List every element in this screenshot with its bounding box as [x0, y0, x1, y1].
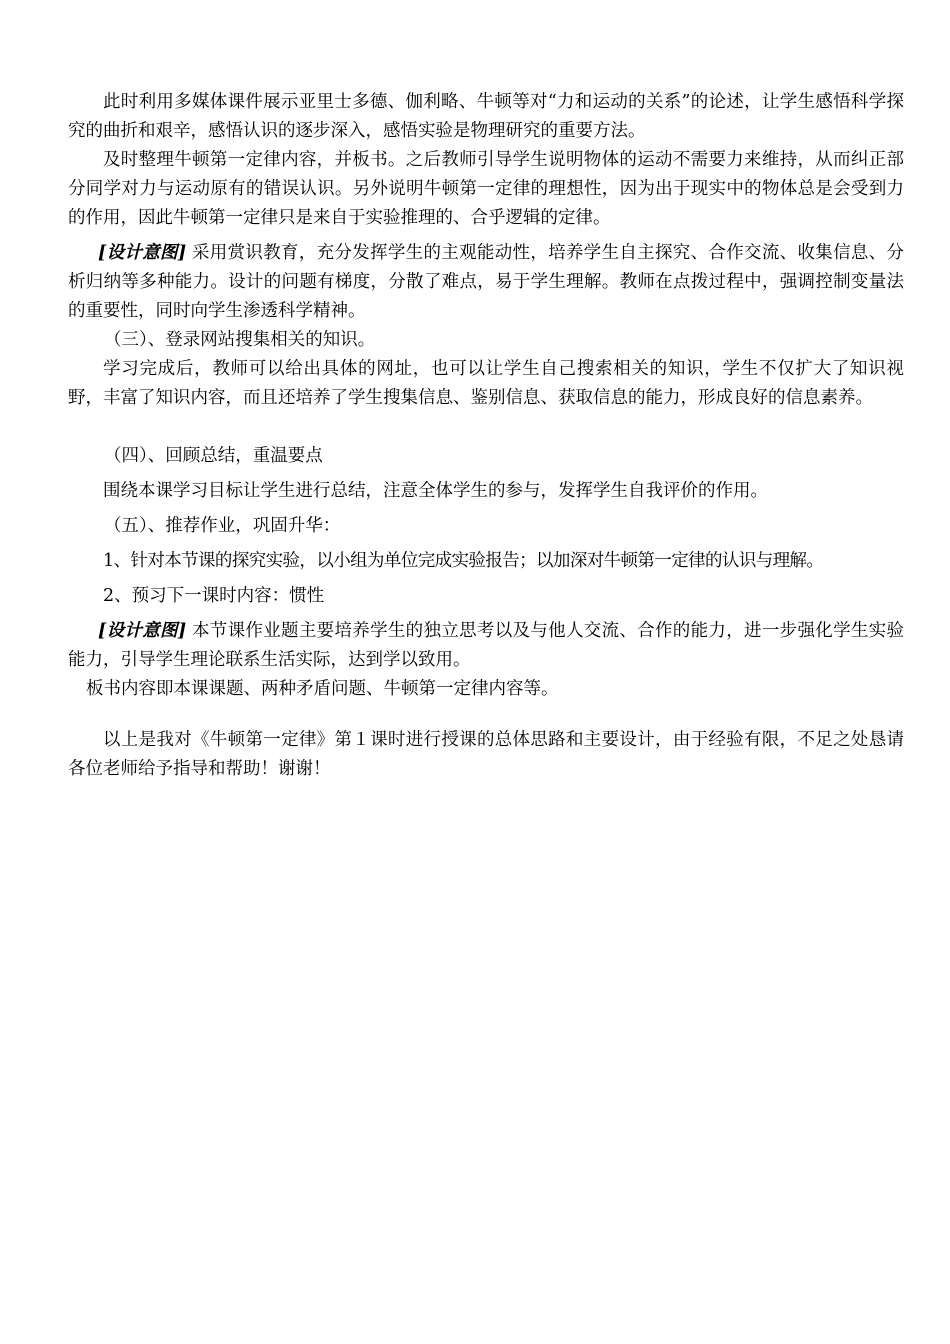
design-intent-label: [设计意图] — [98, 243, 187, 263]
paragraph-board-content: 板书内容即本课课题、两种矛盾问题、牛顿第一定律内容等。 — [86, 679, 559, 699]
section-heading-5: （五）、推荐作业，巩固升华： — [104, 516, 341, 536]
section-heading-4: （四）、回顾总结，重温要点 — [104, 446, 323, 466]
homework-item-2: 2、预习下一课时内容：惯性 — [103, 586, 325, 606]
paragraph-design-intent-2 — [68, 617, 904, 675]
design-intent-text: 本节课作业题主要培养学生的独立思考以及与他人交流、合作的能力，进一步强化学生实验能力，引导学生理论联系生活实际，达到学以致用。 — [68, 621, 904, 670]
paragraph-history-of-force-motion: 此时利用多媒体课件展示亚里士多德、伽利略、牛顿等对“力和运动的关系”的论述，让学生感悟科学探究的曲折和艰辛，感悟认识的逐步深入，感悟实验是物理研究的重要方法。 — [68, 92, 904, 141]
paragraph-closing-remarks: 以上是我对《牛顿第一定律》第１课时进行授课的总体思路和主要设计，由于经验有限，不足之处恳请各位老师给予指导和帮助！谢谢！ — [68, 730, 904, 779]
paragraph-design-intent-1 — [68, 239, 904, 326]
design-intent-label: [设计意图] — [98, 621, 187, 641]
paragraph-review-summary: 围绕本课学习目标让学生进行总结，注意全体学生的参与，发挥学生自我评价的作用。 — [103, 481, 768, 501]
homework-item-1: 1、针对本节课的探究实验，以小组为单位完成实验报告；以加深对牛顿第一定律的认识与理解。 — [103, 551, 824, 571]
document-page — [68, 88, 904, 784]
paragraph-newton-first-law-summary: 及时整理牛顿第一定律内容，并板书。之后教师引导学生说明物体的运动不需要力来维持，从而纠正部分同学对力与运动原有的错误认识。另外说明牛顿第一定律的理想性，因为出于现实中的物体总是会受到力的作用，因此牛顿第一定律只是来自于实验推理的、合乎逻辑的定律。 — [68, 150, 904, 228]
paragraph-online-research: 学习完成后，教师可以给出具体的网址，也可以让学生自己搜索相关的知识，学生不仅扩大了知识视野，丰富了知识内容，而且还培养了学生搜集信息、鉴别信息、获取信息的能力，形成良好的信息素养。 — [68, 359, 904, 408]
section-heading-3: （三）、登录网站搜集相关的知识。 — [104, 330, 376, 350]
design-intent-text: 采用赏识教育，充分发挥学生的主观能动性，培养学生自主探究、合作交流、收集信息、分析归纳等多种能力。设计的问题有梯度，分散了难点，易于学生理解。教师在点拨过程中，强调控制变量法的重要性，同时向学生渗透科学精神。 — [68, 243, 904, 321]
